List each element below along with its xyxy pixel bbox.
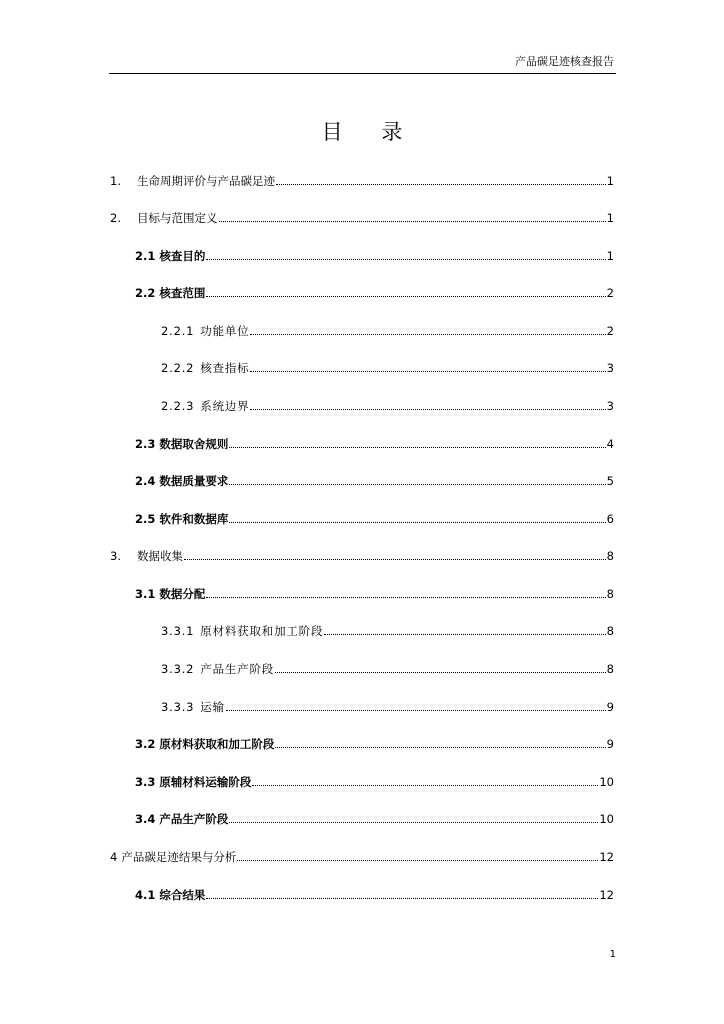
toc-entry-number: 3.3.1 [161, 624, 195, 638]
toc-entry-number: 3.4 [135, 812, 156, 826]
toc-entry-label: 核查指标 [200, 361, 250, 375]
toc-entry-number: 2.2 [135, 286, 156, 300]
toc-entry-3-4[interactable] [135, 809, 614, 827]
toc-leader-dots [250, 409, 605, 410]
toc-leader-dots [226, 710, 606, 711]
toc-entry-number: 3.3.3 [161, 700, 195, 714]
toc-entry-page: 3 [606, 399, 614, 413]
toc-entry-page: 9 [606, 737, 614, 751]
toc-entry-label: 原材料获取和加工阶段 [159, 737, 275, 751]
toc-entry-page: 10 [599, 812, 614, 826]
toc-leader-dots [229, 522, 605, 523]
toc-entry-label: 综合结果 [159, 888, 206, 902]
toc-entry-1[interactable] [110, 171, 614, 189]
toc-entry-page: 10 [599, 775, 614, 789]
toc-leader-dots [219, 221, 606, 222]
toc-entry-label: 数据质量要求 [159, 474, 229, 488]
toc-entry-label: 产品碳足迹结果与分析 [121, 850, 237, 864]
toc-entry-page: 8 [606, 549, 614, 563]
toc-entry-page: 3 [606, 361, 614, 375]
toc-entry-label: 运输 [200, 700, 225, 714]
toc-entry-2-5[interactable] [135, 509, 614, 527]
toc-leader-dots [275, 747, 605, 748]
toc-leader-dots [250, 371, 605, 372]
toc-entry-2-4[interactable] [135, 471, 614, 489]
toc-entry-number: 4 [110, 850, 118, 864]
toc-leader-dots [276, 184, 606, 185]
toc-entry-label: 软件和数据库 [159, 512, 229, 526]
toc-leader-dots [206, 259, 605, 260]
toc-entry-label: 原辅材料运输阶段 [159, 775, 252, 789]
toc-entry-page: 2 [606, 286, 614, 300]
toc-leader-dots [237, 860, 598, 861]
toc-leader-dots [324, 634, 605, 635]
toc-entry-label: 数据取舍规则 [159, 437, 229, 451]
toc-entry-label: 产品生产阶段 [159, 812, 229, 826]
toc-entry-2-1[interactable] [135, 246, 614, 264]
toc-leader-dots [252, 785, 598, 786]
toc-entry-2-2[interactable] [135, 283, 614, 301]
toc-entry-label: 原材料获取和加工阶段 [200, 624, 324, 638]
toc-entry-3-2[interactable] [135, 734, 614, 752]
toc-entry-3-3-3[interactable] [161, 697, 614, 715]
toc-entry-2-2-3[interactable] [161, 396, 614, 414]
toc-entry-number: 2.4 [135, 474, 156, 488]
toc-entry-2[interactable] [110, 208, 614, 226]
toc-entry-page: 8 [606, 587, 614, 601]
toc-entry-page: 9 [606, 700, 614, 714]
toc-entry-label: 产品生产阶段 [200, 662, 275, 676]
toc-entry-number: 3.3.2 [161, 662, 195, 676]
footer-page-number: 1 [609, 949, 616, 960]
running-header-title: 产品碳足迹核查报告 [515, 55, 614, 68]
toc-entry-number: 1. [110, 174, 121, 188]
header-divider [109, 73, 616, 74]
toc-entry-3-3-1[interactable] [161, 621, 614, 639]
toc-entry-number: 2.2.1 [161, 324, 195, 338]
toc-entry-page: 8 [606, 624, 614, 638]
toc-entry-number: 3.2 [135, 737, 156, 751]
toc-entry-page: 1 [606, 249, 614, 263]
toc-entry-page: 1 [606, 174, 614, 188]
toc-entry-label: 生命周期评价与产品碳足迹 [137, 174, 275, 188]
toc-entry-page: 6 [606, 512, 614, 526]
toc-title: 目 录 [321, 120, 419, 144]
toc-leader-dots [206, 597, 605, 598]
toc-leader-dots [275, 672, 606, 673]
toc-entry-page: 8 [606, 662, 614, 676]
toc-entry-2-2-1[interactable] [161, 321, 614, 339]
toc-entry-number: 3.3 [135, 775, 156, 789]
toc-entry-number: 2.2.2 [161, 361, 195, 375]
toc-entry-page: 4 [606, 437, 614, 451]
toc-entry-number: 3.1 [135, 587, 156, 601]
toc-leader-dots [184, 559, 606, 560]
toc-entry-page: 2 [606, 324, 614, 338]
toc-entry-number: 2. [110, 211, 121, 225]
toc-leader-dots [206, 898, 598, 899]
toc-entry-3-3[interactable] [135, 772, 614, 790]
toc-leader-dots [206, 296, 605, 297]
toc-entry-4-1[interactable] [135, 885, 614, 903]
toc-entry-label: 系统边界 [200, 399, 250, 413]
toc-entry-page: 5 [606, 474, 614, 488]
toc-entry-3-3-2[interactable] [161, 659, 614, 677]
toc-entry-3[interactable] [110, 546, 614, 564]
toc-entry-label: 功能单位 [200, 324, 250, 338]
toc-entry-page: 1 [606, 211, 614, 225]
toc-leader-dots [229, 484, 605, 485]
toc-entry-number: 2.2.3 [161, 399, 195, 413]
toc-entry-page: 12 [599, 888, 614, 902]
toc-leader-dots [229, 447, 605, 448]
toc-entry-number: 4.1 [135, 888, 156, 902]
toc-entry-label: 数据收集 [137, 549, 183, 563]
toc-entry-label: 核查目的 [159, 249, 206, 263]
toc-entry-number: 2.3 [135, 437, 156, 451]
toc-entry-number: 2.5 [135, 512, 156, 526]
toc-entry-4[interactable] [110, 847, 614, 865]
toc-leader-dots [229, 822, 598, 823]
toc-entry-2-3[interactable] [135, 434, 614, 452]
toc-entry-number: 2.1 [135, 249, 156, 263]
toc-entry-3-1[interactable] [135, 584, 614, 602]
toc-entry-label: 数据分配 [159, 587, 206, 601]
toc-leader-dots [250, 334, 605, 335]
toc-entry-number: 3. [110, 549, 121, 563]
toc-entry-label: 目标与范围定义 [137, 211, 218, 225]
toc-entry-2-2-2[interactable] [161, 358, 614, 376]
toc-entry-page: 12 [599, 850, 614, 864]
toc-entry-label: 核查范围 [159, 286, 206, 300]
